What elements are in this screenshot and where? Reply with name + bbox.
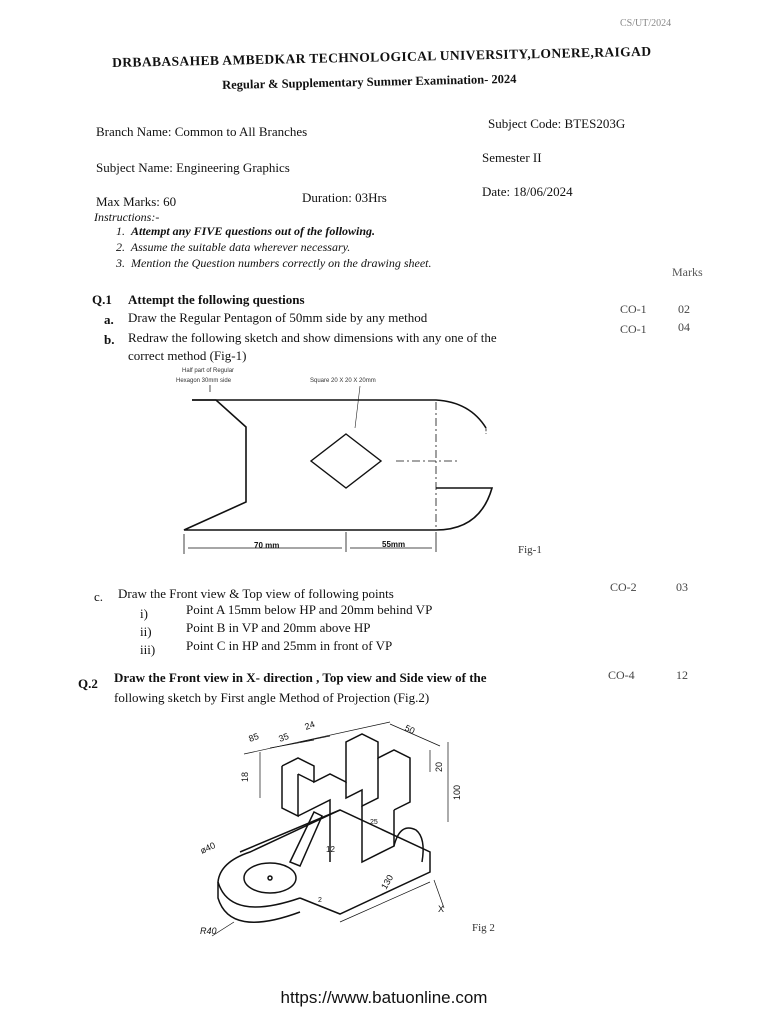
footer-url[interactable]: https://www.batuonline.com [280,988,488,1007]
corner-code: CS/UT/2024 [620,18,672,29]
q1a-co: CO-1 [620,302,647,316]
fig1-note-square: Square 20 X 20 X 20mm [310,378,376,384]
fig2-wall-edges [298,758,378,806]
fig2-dim-12: 12 [326,845,335,854]
q2-marks: 12 [676,668,688,682]
instruction-num: 3. [116,256,125,270]
fig1-dim-55: 55mm [382,540,406,549]
fig1-outline [184,400,492,530]
fig1-top-edge [192,400,486,428]
fig2-dim-r40: R40 [200,926,217,936]
exam-date: Date: 18/06/2024 [482,184,573,199]
marks-header: Marks [672,265,703,279]
fig1-leader [355,386,360,428]
fig2-hole-center [268,876,272,880]
fig2-label: Fig 2 [472,922,495,934]
instruction-text: Attempt any FIVE questions out of the following. [131,224,376,238]
point-a-text: Point A 15mm below HP and 20mm behind VP [186,602,433,617]
fig2-x-direction: X [438,904,445,914]
fig2-dim-line [270,740,314,748]
fig2-cutout [394,828,423,862]
fig1-note-left-2: Hexagon 30mm side [176,378,232,384]
point-c-text: Point C in HP and 25mm in front of VP [186,638,393,653]
fig2-dim-18: 18 [240,771,250,782]
q1b-marks: 04 [678,320,690,334]
fig1-dim-70: 70 mm [254,541,280,550]
q1c-text: Draw the Front view & Top view of following points [118,586,394,601]
instructions-title: Instructions:- [94,210,160,224]
point-a-num: i) [140,606,148,621]
point-b-num: ii) [140,624,152,639]
fig1-label: Fig-1 [518,544,542,556]
fig2-dim-line [244,722,390,754]
fig2-dim-25: 25 [370,819,378,826]
q2-text: Draw the Front view in X- direction , Top view and Side view of the [114,670,487,685]
point-b-text: Point B in VP and 20mm above HP [186,620,371,635]
figure-1 [170,362,570,562]
fig2-wall-left [282,766,298,816]
q1a-marks: 02 [678,302,690,316]
fig2-dim-2: 2 [318,897,322,904]
fig2-dim-20: 20 [434,761,444,772]
q2-number: Q.2 [78,676,98,691]
q1-number: Q.1 [92,292,112,307]
semester: Semester II [482,150,542,165]
q1a-text: Draw the Regular Pentagon of 50mm side by any method [128,310,428,325]
fig1-note-left-1: Half part of Regular [182,368,235,374]
fig2-dim-100: 100 [452,784,462,800]
q1c-co: CO-2 [610,580,637,594]
fig2-dim-85: 85 [247,731,261,744]
q1b-text-cont: correct method (Fig-1) [128,348,247,363]
fig2-dim-40: ø40 [198,840,217,856]
fig2-wall-front [298,800,394,862]
q1-title: Attempt the following questions [128,292,305,307]
instruction-2 [116,240,350,255]
branch-name: Branch Name: Common to All Branches [96,124,308,139]
q1a-label: a. [104,312,114,327]
q2-co: CO-4 [608,668,635,682]
fig2-base [240,810,430,914]
fig2-dim-35: 35 [277,731,291,744]
fig1-square [311,434,381,488]
fig2-dim-50: 50 [403,722,417,737]
instruction-num: 1. [116,224,125,238]
fig2-hole [244,863,296,893]
q1b-text: Redraw the following sketch and show dimensions with any one of the [128,330,497,345]
instruction-3 [116,256,432,271]
exam-title: Regular & Supplementary Summer Examination- 2024 [222,71,517,92]
q1c-marks: 03 [676,580,688,594]
university-name: DRBABASAHEB AMBEDKAR TECHNOLOGICAL UNIVERSITY,LONERE,RAIGAD [112,43,652,70]
duration: Duration: 03Hrs [302,190,387,205]
fig2-dim-24: 24 [303,719,317,732]
instruction-num: 2. [116,240,125,254]
fig2-dim-130: 130 [379,872,396,891]
figure-2 [190,712,490,942]
instruction-text: Mention the Question numbers correctly on the drawing sheet. [131,256,432,270]
instruction-1 [116,224,375,239]
max-marks: Max Marks: 60 [96,194,177,209]
subject-code: Subject Code: BTES203G [488,116,626,131]
instruction-text: Assume the suitable data wherever necessary. [130,240,351,254]
fig2-dim-line [300,736,330,742]
q1b-label: b. [104,332,115,347]
q1b-co: CO-1 [620,322,647,336]
subject-name: Subject Name: Engineering Graphics [96,160,290,175]
q2-text-cont: following sketch by First angle Method of Projection (Fig.2) [114,690,430,705]
point-c-num: iii) [140,642,156,657]
q1c-label: c. [94,589,104,604]
